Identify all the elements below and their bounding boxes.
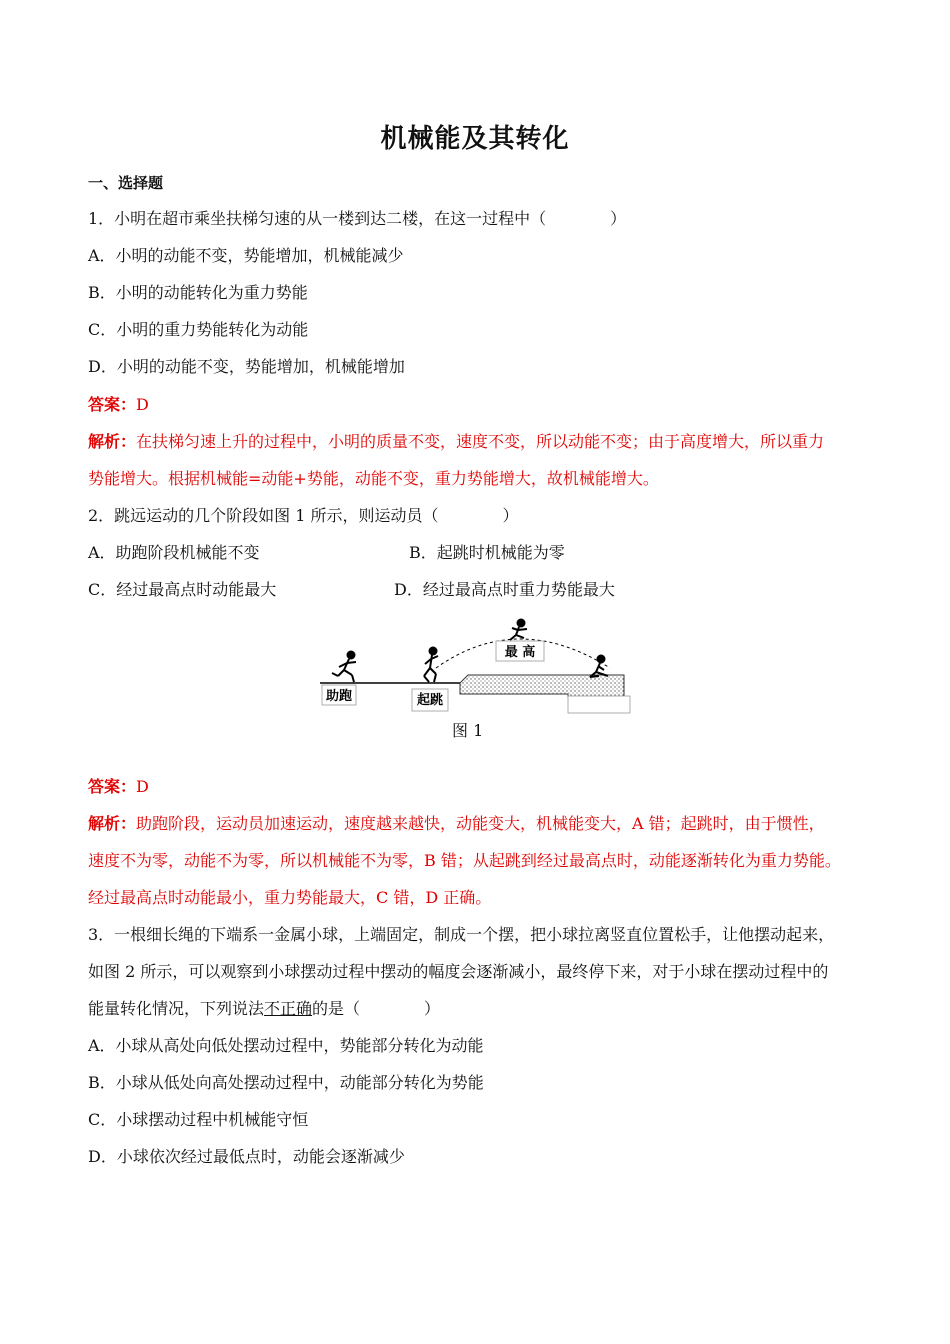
label-peak: 最 高 [504, 645, 536, 660]
answer-value: D [136, 395, 149, 414]
q3-stem-line-3 [88, 999, 440, 1019]
q1-option-a: A．小明的动能不变，势能增加，机械能减少 [88, 246, 404, 265]
q1-analysis-line-1 [88, 432, 824, 452]
q3-option-a: A．小球从高处向低处摆动过程中，势能部分转化为动能 [88, 1036, 484, 1055]
analysis-label: 解析： [88, 432, 137, 451]
q2-option-d: D．经过最高点时重力势能最大 [394, 580, 615, 599]
stem-text: 的是（ ） [312, 999, 441, 1018]
label-run: 助跑 [325, 689, 353, 704]
page-title: 机械能及其转化 [380, 124, 570, 154]
answer-label: 答案： [88, 777, 137, 796]
peak-figure [510, 620, 527, 641]
q3-stem-line-2: 如图 2 所示，可以观察到小球摆动过程中摆动的幅度会逐渐减小，最终停下来，对于小球在摆动过程中的 [88, 962, 829, 981]
q2-option-b: B．起跳时机械能为零 [409, 543, 565, 562]
emphasis-text: 不正确 [264, 999, 313, 1018]
runner-figure [332, 652, 356, 683]
answer-label: 答案： [88, 395, 137, 414]
analysis-text: 助跑阶段，运动员加速运动，速度越来越快，动能变大，机械能变大，A 错；起跳时，由于惯性， [136, 814, 825, 833]
q3-option-d: D．小球依次经过最低点时，动能会逐渐减少 [88, 1147, 405, 1166]
q2-analysis-line-3: 经过最高点时动能最小，重力势能最大，C 错，D 正确。 [88, 888, 492, 907]
landing-figure [590, 656, 608, 678]
q2-answer [88, 777, 149, 797]
takeoff-figure [424, 648, 438, 683]
stem-text: 能量转化情况，下列说法 [88, 999, 265, 1018]
q3-option-c: C．小球摆动过程中机械能守恒 [88, 1110, 309, 1129]
q2-stem: 2．跳远运动的几个阶段如图 1 所示，则运动员（ ） [88, 506, 519, 525]
answer-value: D [136, 777, 149, 796]
long-jump-figure [318, 618, 632, 714]
sand-pit [460, 675, 624, 697]
q1-analysis-line-2: 势能增大。根据机械能=动能+势能，动能不变，重力势能增大，故机械能增大。 [88, 469, 659, 488]
q1-option-d: D．小明的动能不变，势能增加，机械能增加 [88, 357, 405, 376]
q2-analysis-line-2: 速度不为零，动能不为零，所以机械能不为零，B 错；从起跳到经过最高点时，动能逐渐转化为重力势能。 [88, 851, 841, 870]
label-jump: 起跳 [416, 693, 444, 708]
q1-option-c: C．小明的重力势能转化为动能 [88, 320, 309, 339]
analysis-label: 解析： [88, 814, 137, 833]
q1-answer [88, 395, 149, 415]
section-heading: 一、选择题 [88, 174, 164, 192]
q1-option-b: B．小明的动能转化为重力势能 [88, 283, 308, 302]
q2-option-a: A．助跑阶段机械能不变 [88, 543, 260, 562]
q3-stem-line-1: 3．一根细长绳的下端系一金属小球，上端固定，制成一个摆，把小球拉离竖直位置松手，让他摆动起来， [88, 925, 835, 944]
empty-label-box [568, 696, 630, 713]
q2-analysis-line-1 [88, 814, 825, 834]
figure-caption: 图 1 [452, 721, 484, 740]
q3-option-b: B．小球从低处向高处摆动过程中，动能部分转化为势能 [88, 1073, 484, 1092]
q2-option-c: C．经过最高点时动能最大 [88, 580, 277, 599]
analysis-text: 在扶梯匀速上升的过程中，小明的质量不变，速度不变，所以动能不变；由于高度增大，所以重力 [136, 432, 825, 451]
q1-stem: 1．小明在超市乘坐扶梯匀速的从一楼到达二楼，在这一过程中（ ） [88, 209, 627, 228]
